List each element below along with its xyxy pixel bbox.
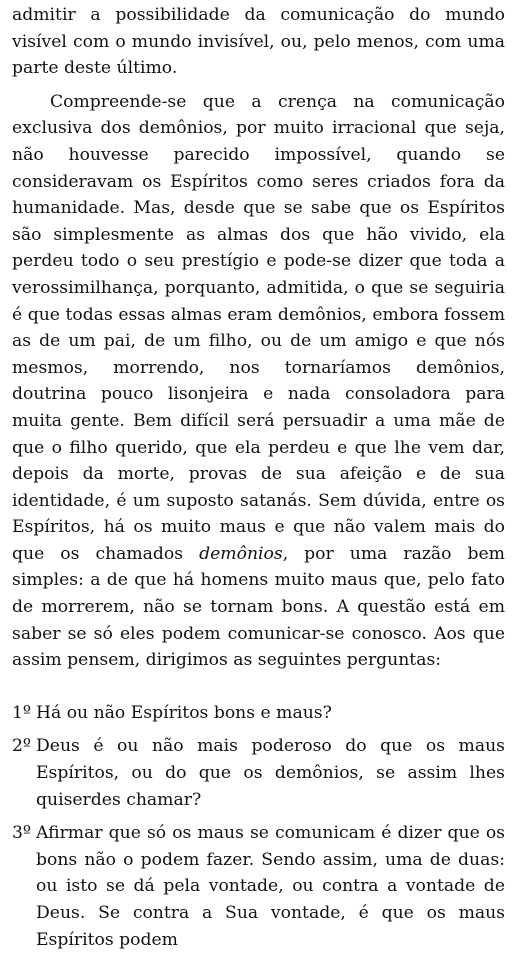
question-number: 2º xyxy=(12,736,32,757)
emphasis-demonios: demônios xyxy=(199,543,283,564)
document-page xyxy=(12,2,505,960)
question-item-1 xyxy=(12,700,505,727)
question-number: 1º xyxy=(12,702,32,723)
question-text: Deus é ou não mais poderoso do que os maus Espíritos, ou do que os demônios, se assim lhes quiserdes chamar? xyxy=(36,736,505,810)
question-number: 3º xyxy=(12,823,32,844)
questions-list xyxy=(12,700,505,953)
paragraph-main xyxy=(12,89,505,674)
question-item-2 xyxy=(12,733,505,813)
paragraph-main-text-b: , por uma razão bem simples: a de que há homens muito maus que, pelo fato de morrerem, não se tornam bons. A questão está em saber se só eles podem comunicar-se conosco. Aos que assim pensem, dirigimos as seguintes perguntas: xyxy=(12,543,505,671)
question-item-3 xyxy=(12,820,505,953)
question-text: Há ou não Espíritos bons e maus? xyxy=(36,702,332,723)
question-text: Afirmar que só os maus se comunicam é dizer que os bons não o podem fazer. Sendo assim, uma de duas: ou isto se dá pela vontade, ou contra a vontade de Deus. Se contra a Sua vontade, é que os maus Espíritos podem xyxy=(36,823,505,950)
paragraph-main-text-a: Compreende-se que a crença na comunicação exclusiva dos demônios, por muito irracional que seja, não houvesse parecido impossível, quando se consideravam os Espíritos como seres criados fora da humanidade. Mas, desde que se sabe que os Espíritos são simplesmente as almas dos que hão vivido, ela perdeu todo o seu prestígio e pode-se dizer que toda a verossimilhança, porquanto, admitida, o que se seguiria é que todas essas almas eram demônios, embora fossem as de um pai, de um filho, ou de um amigo e que nós mesmos, morrendo, nos tornaríamos demônios, doutrina pouco lisonjeira e nada consoladora para muita gente. Bem difícil será persuadir a uma mãe de que o filho querido, que ela perdeu e que lhe vem dar, depois da morte, provas de sua afeição e de sua identidade, é um suposto satanás. Sem dúvida, entre os Espíritos, há os muito maus e que não valem mais do que os chamados xyxy=(12,91,505,564)
paragraph-intro: admitir a possibilidade da comunicação do mundo visível com o mundo invisível, ou, pelo menos, com uma parte deste último. xyxy=(12,5,505,79)
